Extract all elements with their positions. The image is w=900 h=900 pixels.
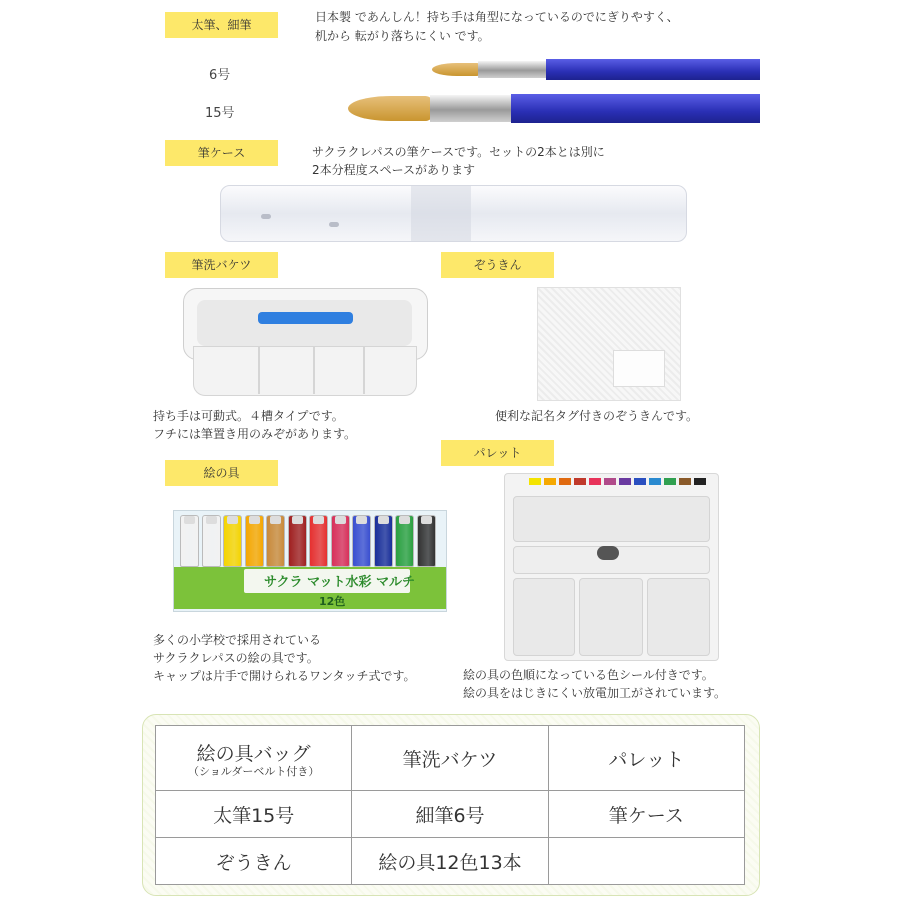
pencase-desc-line2: 2本分程度スペースがあります (312, 163, 476, 177)
paints-desc-line2: サクラクレパスの絵の具です。 (153, 651, 319, 665)
table-cell-text: 筆洗バケツ (402, 748, 498, 771)
table-cell-text: ぞうきん (215, 851, 292, 874)
palette-desc-line2: 絵の具をはじきにくい放電加工がされています。 (463, 686, 727, 700)
bucket-tag: 筆洗バケツ (165, 252, 278, 278)
towel-tag: ぞうきん (441, 252, 554, 278)
palette-color-chip (679, 478, 691, 485)
pencase-tag: 筆ケース (165, 140, 278, 166)
pencase-image (220, 185, 687, 242)
contents-table (155, 725, 745, 885)
bucket-image (183, 288, 428, 398)
paint-tube (374, 515, 393, 567)
palette-image (504, 473, 719, 661)
table-cell (352, 726, 548, 791)
paints-desc-line3: キャップは片手で開けられるワンタッチ式です。 (153, 669, 416, 683)
table-row (156, 726, 745, 791)
palette-desc-line1: 絵の具の色順になっている色シール付きです。 (463, 668, 714, 682)
paint-tube (395, 515, 414, 567)
paint-brand-text: サクラ マット水彩 マルチ (264, 575, 416, 590)
brushes-desc-line2: 机から 転がり落ちにくい です。 (315, 29, 490, 43)
paint-tube (223, 515, 242, 567)
palette-color-chip (529, 478, 541, 485)
paints-desc-line1: 多くの小学校で採用されている (153, 633, 322, 647)
bucket-desc-line2: フチには筆置き用のみぞがあります。 (153, 427, 357, 441)
table-cell-subtext: （ショルダーベルト付き） (187, 764, 320, 778)
table-cell (548, 791, 744, 838)
paint-tube (245, 515, 264, 567)
brushes-tag: 太筆、細筆 (165, 12, 278, 38)
brushes-desc-line1: 日本製 であんしん！持ち手は角型になっているのでにぎりやすく、 (315, 10, 679, 24)
palette-color-chip (559, 478, 571, 485)
paint-tube (180, 515, 199, 567)
palette-color-chip (649, 478, 661, 485)
paint-tube (417, 515, 436, 567)
paint-tube (309, 515, 328, 567)
palette-color-chip (589, 478, 601, 485)
palette-color-chip (664, 478, 676, 485)
bucket-desc-line1: 持ち手は可動式。４槽タイプです。 (153, 409, 344, 423)
small-brush-label: 6号 (209, 68, 231, 83)
paints-tag: 絵の具 (165, 460, 278, 486)
table-cell (548, 838, 744, 885)
table-cell (156, 791, 352, 838)
table-cell-text: 筆ケース (608, 804, 684, 827)
table-row (156, 838, 745, 885)
palette-color-chip (604, 478, 616, 485)
large-brush-label: 15号 (205, 106, 235, 121)
paint-tube (352, 515, 371, 567)
table-cell-text: 絵の具バッグ (196, 742, 311, 765)
palette-color-chip (574, 478, 586, 485)
paint-tube (331, 515, 350, 567)
paint-count-text: 12色 (319, 595, 346, 608)
paint-set-image (173, 510, 447, 612)
paint-tube (266, 515, 285, 567)
table-cell (156, 726, 352, 791)
pencase-desc-line1: サクラクレパスの筆ケースです。セットの2本とは別に (312, 145, 605, 159)
palette-tag: パレット (441, 440, 554, 466)
palette-color-chip (634, 478, 646, 485)
table-cell-text: 絵の具12色13本 (378, 851, 522, 874)
table-cell (352, 791, 548, 838)
table-cell (352, 838, 548, 885)
table-cell (548, 726, 744, 791)
palette-color-chip (619, 478, 631, 485)
table-cell-text: 太筆15号 (213, 804, 295, 827)
palette-color-chip (694, 478, 706, 485)
towel-image (537, 287, 681, 401)
table-cell (156, 838, 352, 885)
table-row (156, 791, 745, 838)
table-cell-text: パレット (608, 748, 685, 771)
towel-desc-line1: 便利な記名タグ付きのぞうきんです。 (495, 409, 699, 423)
table-cell-text: 細筆6号 (415, 804, 485, 827)
paint-tube (288, 515, 307, 567)
palette-color-chip (544, 478, 556, 485)
paint-tube (202, 515, 221, 567)
